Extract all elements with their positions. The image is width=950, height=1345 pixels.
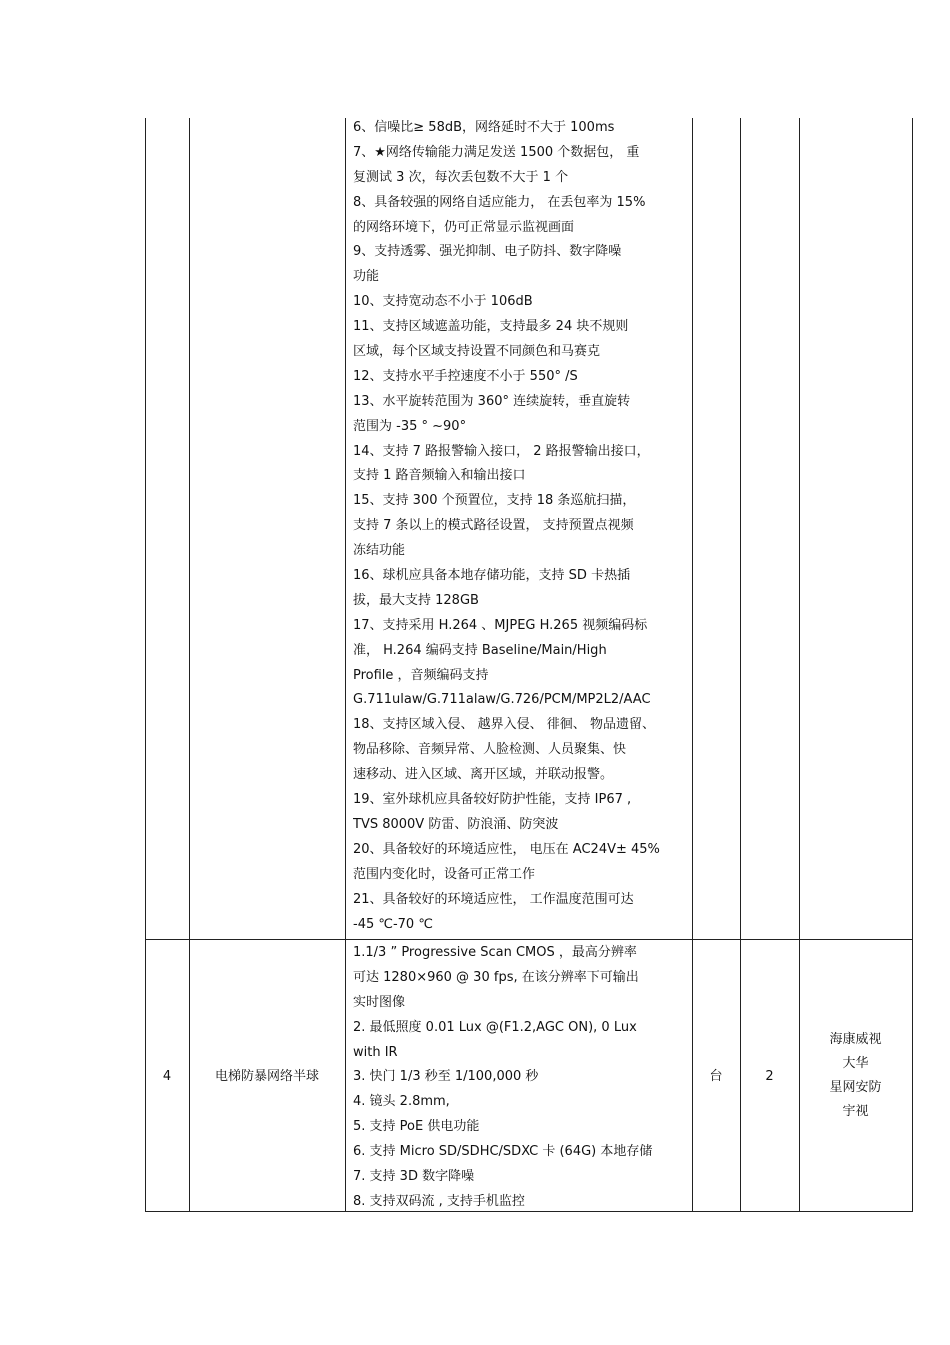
- spec-line: 支持 7 条以上的模式路径设置， 支持预置点视频: [353, 518, 634, 534]
- table-col-divider-4: [740, 118, 741, 1212]
- spec-line: 3. 快门 1/3 秒至 1/100,000 秒: [353, 1069, 539, 1085]
- spec-line: G.711ulaw/G.711alaw/G.726/PCM/MP2L2/AAC: [353, 692, 651, 708]
- spec-line: 15、支持 300 个预置位，支持 18 条巡航扫描，: [353, 493, 636, 509]
- brand-list: [799, 1028, 912, 1124]
- spec-line: 17、支持采用 H.264 、MJPEG H.265 视频编码标: [353, 617, 648, 633]
- brand-item: 宇视: [842, 1104, 869, 1119]
- spec-line: 4. 镜头 2.8mm,: [353, 1094, 450, 1110]
- spec-line: 冻结功能: [353, 543, 406, 559]
- spec-line: 20、具备较好的环境适应性， 电压在 AC24V± 45%: [353, 841, 660, 857]
- table-border-right: [912, 118, 913, 1212]
- spec-line: 7、★网络传输能力满足发送 1500 个数据包， 重: [353, 144, 640, 160]
- quantity: 2: [765, 1069, 774, 1084]
- brand-item: 星网安防: [829, 1080, 882, 1095]
- spec-line: 8、具备较强的网络自适应能力， 在丢包率为 15%: [353, 194, 646, 210]
- spec-line: 的网络环境下，仍可正常显示监视画面: [353, 219, 575, 235]
- spec-line: 功能: [353, 269, 380, 285]
- spec-line: 可达 1280×960 @ 30 fps, 在该分辨率下可输出: [353, 969, 639, 985]
- spec-line: 支持 1 路音频输入和输出接口: [353, 468, 526, 484]
- spec-line: 21、具备较好的环境适应性， 工作温度范围可达: [353, 891, 634, 907]
- spec-line: 11、支持区域遮盖功能，支持最多 24 块不规则: [353, 319, 629, 335]
- spec-line: with IR: [353, 1044, 398, 1060]
- spec-line: 14、支持 7 路报警输入接口， 2 路报警输出接口，: [353, 443, 650, 459]
- spec-line: 拔，最大支持 128GB: [353, 592, 479, 608]
- spec-line: 范围为 -35 ° ~90°: [353, 418, 467, 434]
- row-index: 4: [162, 1069, 172, 1084]
- spec-line: 物品移除、音频异常、人脸检测、人员聚集、快: [353, 742, 627, 758]
- table-col-divider-1: [189, 118, 190, 1212]
- spec-line: 10、支持宽动态不小于 106dB: [353, 294, 533, 310]
- continued-spec-cell: [353, 116, 689, 937]
- spec-line: 7. 支持 3D 数字降噪: [353, 1169, 475, 1185]
- brand-item: 海康威视: [829, 1032, 882, 1047]
- spec-line: 19、室外球机应具备较好防护性能，支持 IP67 ,: [353, 792, 632, 808]
- spec-line: 16、球机应具备本地存储功能，支持 SD 卡热插: [353, 568, 631, 584]
- spec-line: 区域，每个区域支持设置不同颜色和马赛克: [353, 344, 601, 360]
- brand-item: 大华: [842, 1056, 869, 1071]
- spec-line: 18、支持区域入侵、 越界入侵、 徘徊、 物品遗留、: [353, 717, 655, 733]
- product-name: 电梯防暴网络半球: [214, 1069, 319, 1084]
- spec-line: TVS 8000V 防雷、防浪涌、防突波: [353, 816, 559, 832]
- spec-line: 准， H.264 编码支持 Baseline/Main/High: [353, 642, 607, 658]
- table-col-divider-3: [692, 118, 693, 1212]
- spec-line: Profile ，音频编码支持: [353, 667, 489, 683]
- spec-line: 8. 支持双码流 , 支持手机监控: [353, 1193, 525, 1209]
- table-border-left: [145, 118, 146, 1212]
- unit: 台: [709, 1069, 723, 1084]
- spec-line: 13、水平旋转范围为 360° 连续旋转，垂直旋转: [353, 393, 631, 409]
- spec-line: 6、信噪比≥ 58dB，网络延时不大于 100ms: [353, 120, 615, 135]
- table-row-divider: [145, 939, 913, 940]
- spec-line: 范围内变化时，设备可正常工作: [353, 866, 536, 882]
- spec-line: 9、支持透雾、强光抑制、电子防抖、数字降噪: [353, 244, 622, 260]
- spec-line: 速移动、进入区域、离开区域，并联动报警。: [353, 767, 614, 783]
- product-spec-cell: [353, 941, 689, 1215]
- spec-line: 1.1/3 ” Progressive Scan CMOS ，最高分辨率: [353, 945, 637, 960]
- spec-line: 实时图像: [353, 994, 406, 1010]
- spec-line: 6. 支持 Micro SD/SDHC/SDXC 卡 (64G) 本地存储: [353, 1144, 653, 1160]
- spec-line: -45 ℃-70 ℃: [353, 916, 433, 932]
- spec-line: 5. 支持 PoE 供电功能: [353, 1119, 480, 1135]
- spec-line: 2. 最低照度 0.01 Lux @(F1.2,AGC ON), 0 Lux: [353, 1019, 637, 1035]
- table-col-divider-2: [345, 118, 346, 1212]
- spec-line: 复测试 3 次，每次丢包数不大于 1 个: [353, 169, 569, 185]
- spec-line: 12、支持水平手控速度不小于 550° /S: [353, 368, 578, 384]
